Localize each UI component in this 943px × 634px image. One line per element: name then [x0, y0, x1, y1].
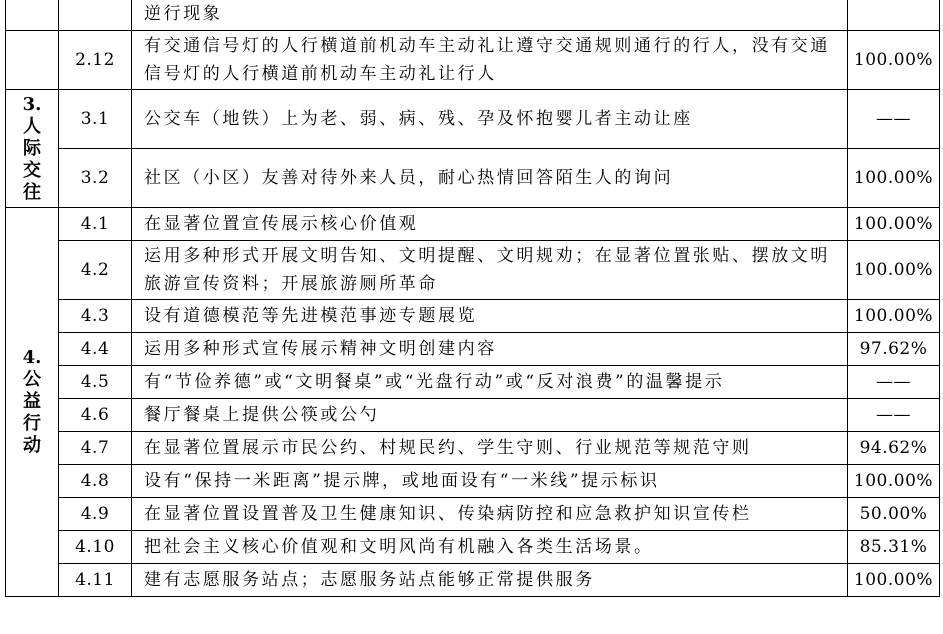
item-rate: 100.00% — [848, 208, 940, 241]
item-rate: 100.00% — [848, 149, 940, 208]
item-text: 在显著位置展示市民公约、村规民约、学生守则、行业规范等规范守则 — [132, 432, 848, 465]
table-row — [6, 564, 940, 597]
item-text: 有交通信号灯的人行横道前机动车主动礼让遵守交通规则通行的行人，没有交通信号灯的人行横道前机动车主动礼让行人 — [132, 31, 848, 90]
item-rate: 97.62% — [848, 333, 940, 366]
table-row — [6, 498, 940, 531]
item-text: 逆行现象 — [132, 0, 848, 31]
item-number: 4.7 — [59, 432, 132, 465]
category-cell-empty — [6, 0, 59, 31]
item-number: 4.3 — [59, 300, 132, 333]
item-rate: 100.00% — [848, 564, 940, 597]
item-text: 建有志愿服务站点；志愿服务站点能够正常提供服务 — [132, 564, 848, 597]
table-row — [6, 366, 940, 399]
item-text: 运用多种形式宣传展示精神文明创建内容 — [132, 333, 848, 366]
item-number: 4.2 — [59, 241, 132, 300]
table-row — [6, 241, 940, 300]
table-row — [6, 31, 940, 90]
item-number: 4.1 — [59, 208, 132, 241]
item-rate: 50.00% — [848, 498, 940, 531]
item-text: 设有“保持一米距离”提示牌，或地面设有“一米线”提示标识 — [132, 465, 848, 498]
item-rate: 100.00% — [848, 241, 940, 300]
item-rate: —— — [848, 366, 940, 399]
item-text: 有“节俭养德”或“文明餐桌”或“光盘行动”或“反对浪费”的温馨提示 — [132, 366, 848, 399]
item-rate: —— — [848, 399, 940, 432]
indicator-table — [5, 0, 940, 597]
item-text: 餐厅餐桌上提供公筷或公勺 — [132, 399, 848, 432]
table-row — [6, 399, 940, 432]
item-text: 社区（小区）友善对待外来人员，耐心热情回答陌生人的询问 — [132, 149, 848, 208]
table-row — [6, 531, 940, 564]
item-number: 4.10 — [59, 531, 132, 564]
item-rate: 100.00% — [848, 465, 940, 498]
item-number: 4.8 — [59, 465, 132, 498]
item-rate: —— — [848, 90, 940, 149]
item-rate: 85.31% — [848, 531, 940, 564]
table-row — [6, 149, 940, 208]
table-row — [6, 208, 940, 241]
item-text: 在显著位置宣传展示核心价值观 — [132, 208, 848, 241]
item-number: 2.12 — [59, 31, 132, 90]
category-label: 3.人际交往 — [22, 93, 42, 203]
table-row — [6, 432, 940, 465]
item-rate: 100.00% — [848, 31, 940, 90]
item-text: 在显著位置设置普及卫生健康知识、传染病防控和应急救护知识宣传栏 — [132, 498, 848, 531]
item-number — [59, 0, 132, 31]
item-number: 3.1 — [59, 90, 132, 149]
table-row — [6, 465, 940, 498]
item-number: 3.2 — [59, 149, 132, 208]
item-rate: 94.62% — [848, 432, 940, 465]
item-text: 设有道德模范等先进模范事迹专题展览 — [132, 300, 848, 333]
item-text: 公交车（地铁）上为老、弱、病、残、孕及怀抱婴儿者主动让座 — [132, 90, 848, 149]
item-number: 4.4 — [59, 333, 132, 366]
item-rate: 100.00% — [848, 300, 940, 333]
item-number: 4.9 — [59, 498, 132, 531]
item-text: 运用多种形式开展文明告知、文明提醒、文明规劝；在显著位置张贴、摆放文明旅游宣传资料；开展旅游厕所革命 — [132, 241, 848, 300]
category-cell-empty — [6, 31, 59, 90]
item-rate — [848, 0, 940, 31]
table-row — [6, 90, 940, 149]
table-row — [6, 333, 940, 366]
table-row — [6, 300, 940, 333]
table-row — [6, 0, 940, 31]
item-number: 4.6 — [59, 399, 132, 432]
category-interpersonal — [6, 90, 59, 208]
category-label: 4.公益行动 — [22, 347, 42, 456]
category-public-welfare — [6, 208, 59, 597]
item-number: 4.11 — [59, 564, 132, 597]
item-number: 4.5 — [59, 366, 132, 399]
item-text: 把社会主义核心价值观和文明风尚有机融入各类生活场景。 — [132, 531, 848, 564]
